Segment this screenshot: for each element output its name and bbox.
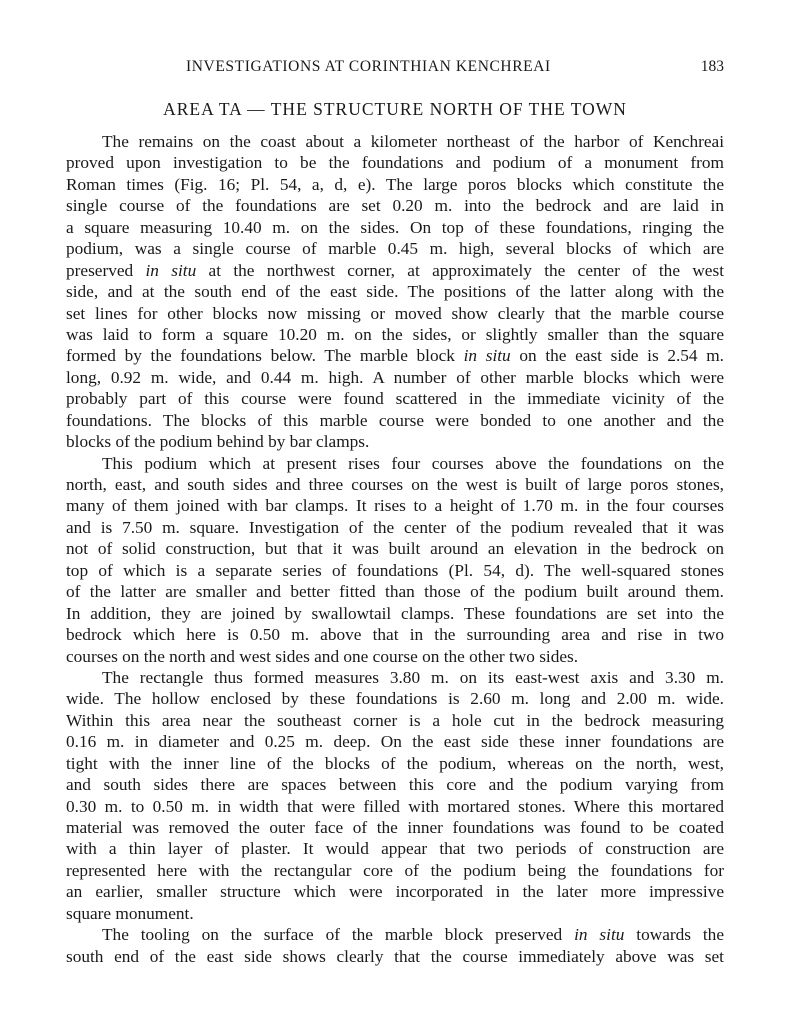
section-title: AREA TA — THE STRUCTURE NORTH OF THE TOWN (163, 99, 627, 119)
text-segment: towards the (624, 925, 724, 945)
running-head (66, 58, 724, 80)
text-line (66, 260, 724, 281)
text-line: The rectangle thus formed measures 3.80 m. on its east-west axis and 3.30 m. (102, 667, 724, 687)
text-segment: at the northwest corner, at approximately the center of the west (196, 260, 724, 280)
text-line: north, east, and south sides and three courses on the west is built of large poros stones, (66, 475, 724, 494)
text-line: foundations. The blocks of this marble course were bonded to one another and the (66, 410, 724, 430)
paragraph (66, 924, 724, 967)
text-line (66, 924, 724, 945)
text-line: set lines for other blocks now missing or moved show clearly that the marble course (66, 303, 724, 323)
text-line: not of solid construction, but that it was built around an elevation in the bedrock on (66, 539, 724, 559)
text-line: many of them joined with bar clamps. It rises to a height of 1.70 m. in the four courses (66, 496, 724, 516)
text-line: courses on the north and west sides and one course on the other two sides. (66, 646, 579, 666)
text-line: probably part of this course were found scattered in the immediate vicinity of the (66, 389, 724, 409)
text-line: a square measuring 10.40 m. on the sides. On top of these foundations, ringing the (66, 217, 724, 237)
text-segment: on the east side is 2.54 m. (510, 346, 724, 366)
text-line: was laid to form a square 10.20 m. on the sides, or slightly smaller than the square (66, 324, 724, 344)
text-segment: preserved (66, 260, 146, 280)
text-line: an earlier, smaller structure which were incorporated in the later more impressive (66, 882, 724, 902)
text-line: wide. The hollow enclosed by these foundations is 2.60 m. long and 2.00 m. wide. (66, 689, 724, 709)
text-line: blocks of the podium behind by bar clamps. (66, 432, 370, 452)
text-segment: The tooling on the surface of the marble block preserved (102, 925, 575, 945)
text-line: 0.16 m. in diameter and 0.25 m. deep. On the east side these inner foundations are (66, 732, 724, 752)
text-line: represented here with the rectangular core of the podium being the foundations for (66, 860, 724, 880)
text-line: material was removed the outer face of the inner foundations was found to be coated (66, 818, 724, 837)
text-line: top of which is a separate series of foundations (Pl. 54, d). The well-squared stones (66, 560, 724, 580)
text-line: and is 7.50 m. square. Investigation of the center of the podium revealed that it was (66, 517, 724, 537)
text-line: 0.30 m. to 0.50 m. in width that were filled with mortared stones. Where this mortared (66, 796, 724, 816)
text-line: long, 0.92 m. wide, and 0.44 m. high. A number of other marble blocks which were (66, 367, 724, 387)
body-text (66, 131, 724, 967)
text-line: Roman times (Fig. 16; Pl. 54, a, d, e). The large poros blocks which constitute the (66, 174, 724, 194)
text-line: square monument. (66, 903, 194, 923)
text-line: The remains on the coast about a kilometer northeast of the harbor of Kenchreai (102, 132, 724, 151)
page-number: 183 (700, 58, 724, 75)
text-line: bedrock which here is 0.50 m. above that in the surrounding area and rise in two (66, 625, 724, 645)
italic-term: in situ (145, 260, 197, 280)
text-line: This podium which at present rises four courses above the foundations on the (102, 453, 724, 473)
text-line: single course of the foundations are set 0.20 m. into the bedrock and are laid in (66, 196, 724, 216)
italic-term: in situ (463, 346, 511, 366)
text-line (66, 345, 724, 366)
paragraph (66, 667, 724, 924)
text-line: In addition, they are joined by swallowtail clamps. These foundations are set into the (66, 603, 724, 623)
paragraph (66, 131, 724, 453)
text-line: with a thin layer of plaster. It would appear that two periods of construction are (66, 839, 724, 859)
text-line: side, and at the south end of the east side. The positions of the latter along with the (66, 282, 724, 302)
text-line: Within this area near the southeast corner is a hole cut in the bedrock measuring (66, 710, 724, 730)
text-line: podium, was a single course of marble 0.45 m. high, several blocks of which are (66, 239, 724, 259)
text-line: of the latter are smaller and better fitted than those of the podium built around them. (66, 582, 724, 602)
paragraph (66, 453, 724, 667)
text-line: south end of the east side shows clearly that the course immediately above was set (66, 946, 724, 966)
text-segment: formed by the foundations below. The marble block (66, 346, 464, 366)
text-line: and south sides there are spaces between this core and the podium varying from (66, 775, 724, 795)
text-line: proved upon investigation to be the foundations and podium of a monument from (66, 153, 724, 173)
italic-term: in situ (574, 925, 625, 945)
text-line: tight with the inner line of the blocks of the podium, whereas on the north, west, (66, 753, 724, 773)
running-title: INVESTIGATIONS AT CORINTHIAN KENCHREAI (186, 58, 551, 75)
